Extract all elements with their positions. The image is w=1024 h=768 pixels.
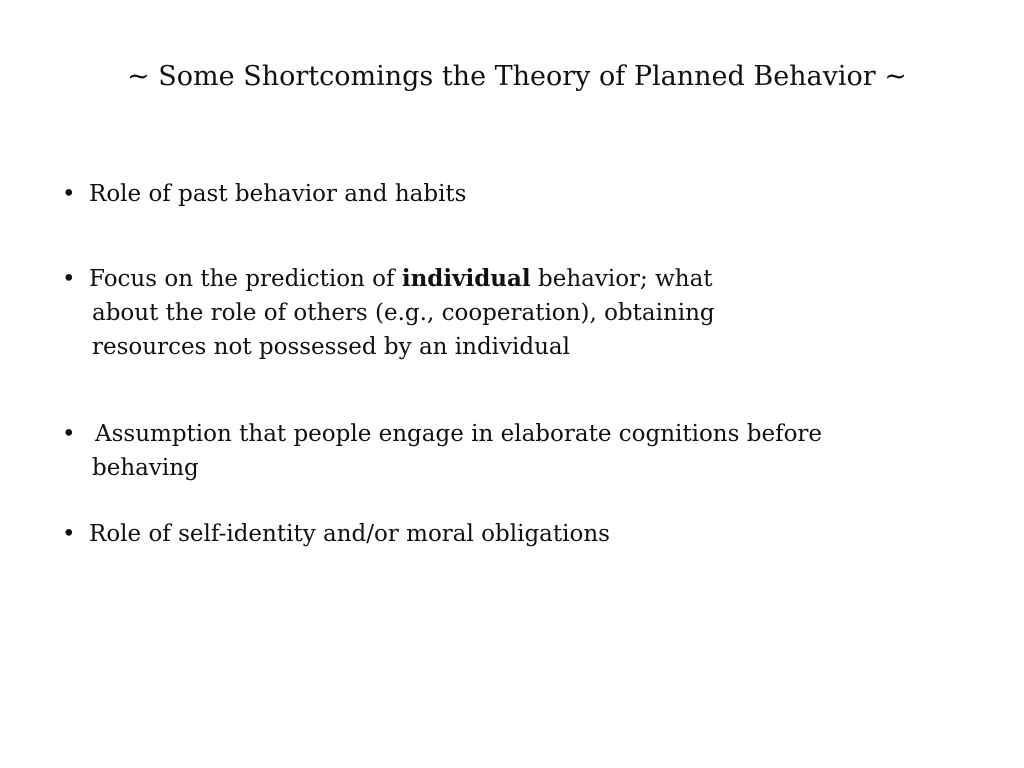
- bullet-text-line-2: behaving: [92, 455, 199, 481]
- bullet-item-past-behavior: [62, 177, 466, 211]
- bullet-text: Role of past behavior and habits: [89, 181, 467, 207]
- bullet-item-elaborate-cognitions: [62, 417, 822, 485]
- bullet-text-line-1: Assumption that people engage in elaborate cognitions before: [95, 421, 823, 447]
- bullet-text-line-3: resources not possessed by an individual: [92, 334, 570, 360]
- slide-title: ~ Some Shortcomings the Theory of Planned Behavior ~: [127, 61, 907, 92]
- bullet-text-before-emphasis: Focus on the prediction of: [89, 266, 402, 292]
- bullet-marker: •: [62, 421, 76, 447]
- bullet-marker: •: [62, 266, 76, 292]
- bullet-text: Role of self-identity and/or moral obligations: [89, 521, 610, 547]
- bullet-text-after-emphasis: behavior; what: [530, 266, 713, 292]
- bullet-item-self-identity: [62, 517, 610, 551]
- bullet-text-line-1: [62, 262, 715, 296]
- bullet-marker: •: [62, 521, 76, 547]
- bullet-marker: •: [62, 181, 76, 207]
- bullet-item-individual-focus: [62, 262, 715, 364]
- emphasis-individual: individual: [401, 265, 531, 292]
- bullet-text-line-2: about the role of others (e.g., cooperation), obtaining: [92, 300, 715, 326]
